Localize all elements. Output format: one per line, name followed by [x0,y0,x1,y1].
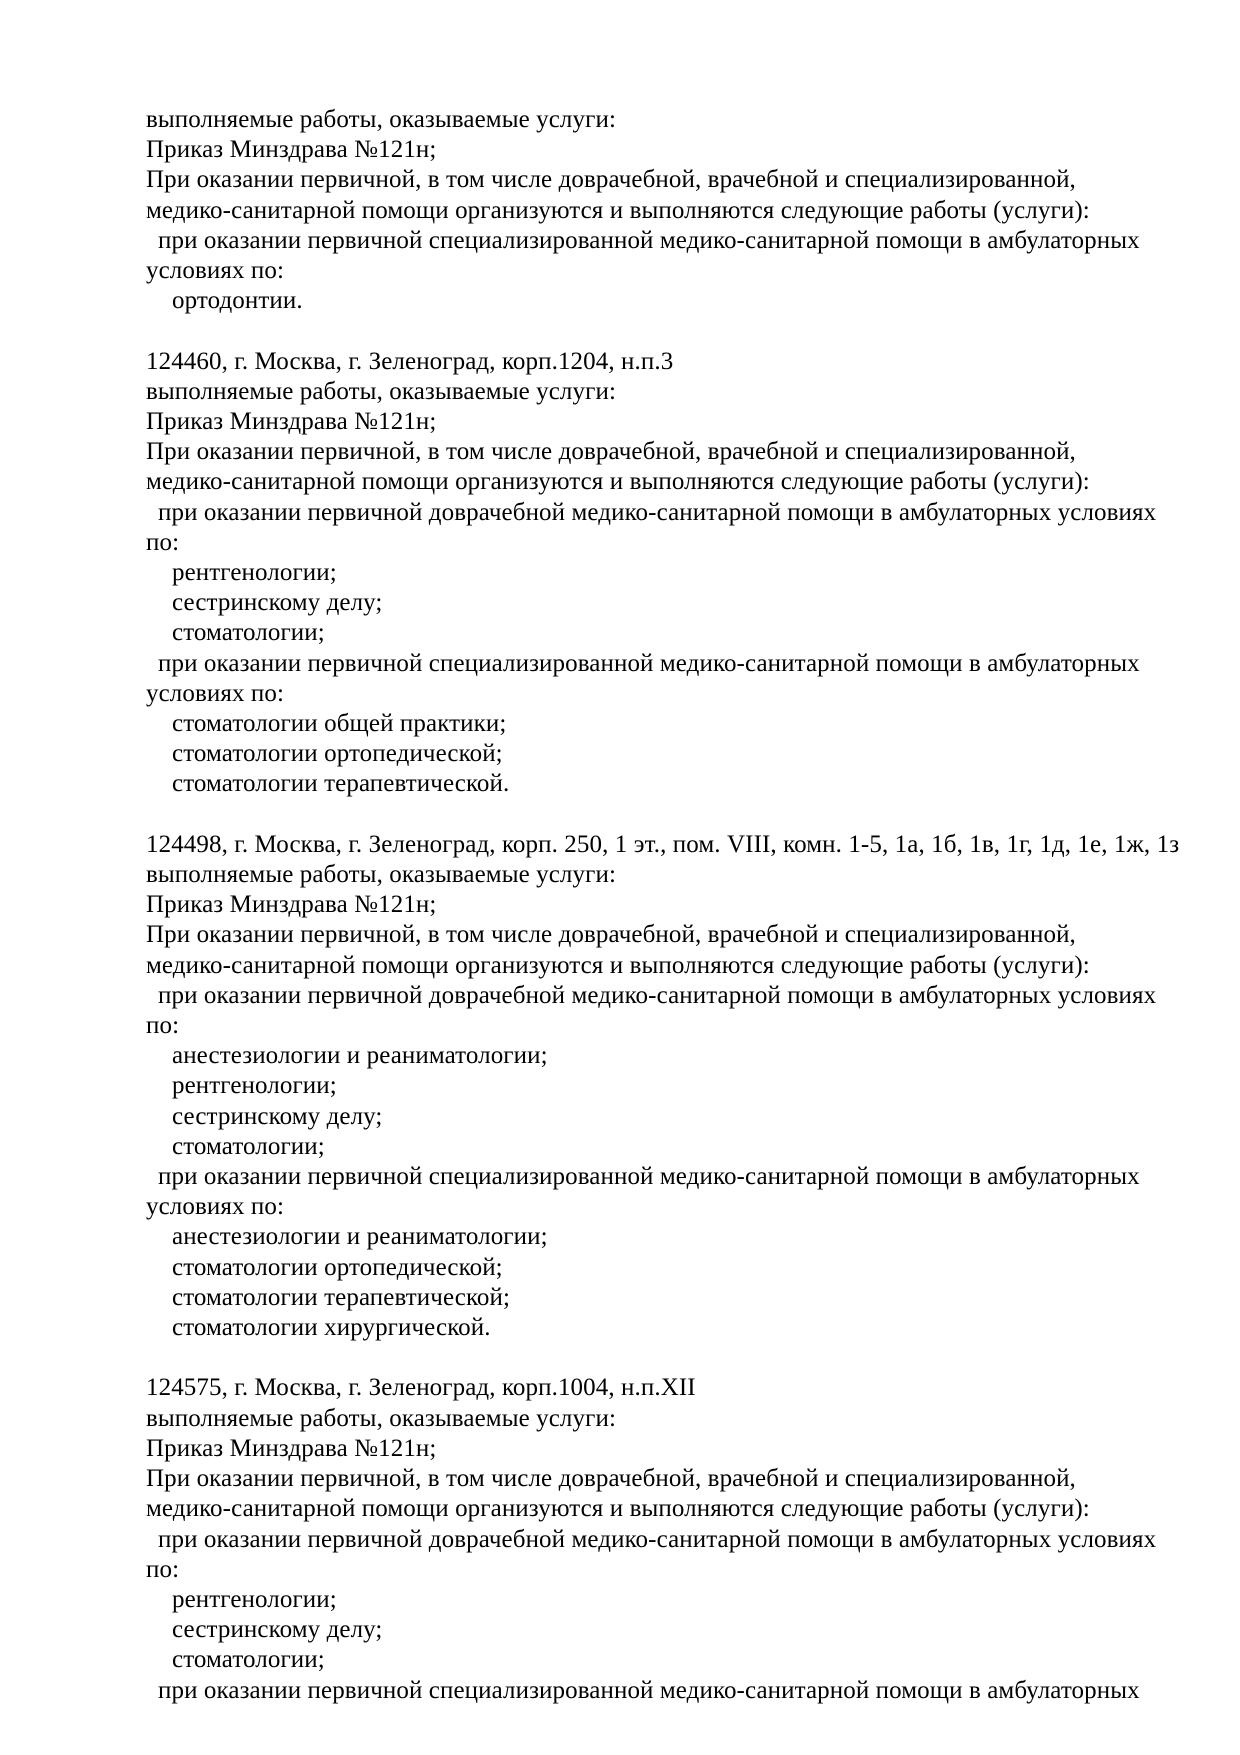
doc-line: ортодонтии. [172,287,303,315]
doc-line: При оказании первичной, в том числе доврачебной, врачебной и специализированной, [146,921,1076,949]
doc-line: 124460, г. Москва, г. Зеленоград, корп.1204, н.п.3 [146,347,674,375]
doc-line: Приказ Минздрава №121н; [146,408,437,436]
license-entry-continuation [146,105,1200,316]
doc-line: при оказании первичной доврачебной медико-санитарной помощи в амбулаторных условиях [158,981,1157,1009]
doc-line: стоматологии; [172,619,325,647]
doc-line: При оказании первичной, в том числе доврачебной, врачебной и специализированной, [146,1465,1076,1493]
doc-line: медико-санитарной помощи организуются и выполняются следующие работы (услуги): [146,1495,1090,1523]
doc-line: анестезиологии и реаниматологии; [172,1223,548,1251]
doc-line: стоматологии ортопедической; [172,1253,503,1281]
doc-line: сестринскому делу; [172,1616,383,1644]
doc-line: стоматологии хирургической. [172,1314,491,1342]
doc-line: При оказании первичной, в том числе доврачебной, врачебной и специализированной, [146,166,1076,194]
doc-line: выполняемые работы, оказываемые услуги: [146,861,616,889]
doc-line: при оказании первичной доврачебной медико-санитарной помощи в амбулаторных условиях [158,1525,1157,1553]
doc-line: выполняемые работы, оказываемые услуги: [146,106,616,133]
license-entry-124460 [146,347,1200,800]
doc-line: При оказании первичной, в том числе доврачебной, врачебной и специализированной, [146,438,1076,466]
doc-line: стоматологии; [172,1132,325,1160]
license-entry-124575 [146,1373,1200,1705]
doc-line: рентгенологии; [172,1585,337,1613]
doc-line: условиях по: [146,679,285,707]
doc-line: стоматологии терапевтической. [172,770,510,798]
doc-line: выполняемые работы, оказываемые услуги: [146,377,616,405]
doc-line: медико-санитарной помощи организуются и выполняются следующие работы (услуги): [146,951,1090,979]
doc-line: медико-санитарной помощи организуются и выполняются следующие работы (услуги): [146,196,1090,224]
doc-line: по: [146,1555,180,1583]
doc-line: сестринскому делу; [172,589,383,617]
doc-line: по: [146,528,180,556]
doc-line: медико-санитарной помощи организуются и выполняются следующие работы (услуги): [146,468,1090,496]
doc-line: условиях по: [146,1193,285,1221]
doc-line: при оказании первичной специализированной медико-санитарной помощи в амбулаторных [158,1676,1140,1704]
doc-line: 124575, г. Москва, г. Зеленоград, корп.1004, н.п.XII [146,1374,696,1402]
doc-line: при оказании первичной специализированной медико-санитарной помощи в амбулаторных [158,226,1140,254]
license-entry-124498 [146,830,1200,1343]
doc-line: стоматологии терапевтической; [172,1283,511,1311]
doc-line: рентгенологии; [172,559,337,587]
doc-line: выполняемые работы, оказываемые услуги: [146,1404,616,1432]
doc-line: Приказ Минздрава №121н; [146,1434,437,1462]
doc-line: стоматологии общей практики; [172,710,507,738]
doc-line: при оказании первичной специализированной медико-санитарной помощи в амбулаторных [158,649,1140,677]
doc-line: при оказании первичной доврачебной медико-санитарной помощи в амбулаторных условиях [158,498,1157,526]
doc-line: при оказании первичной специализированной медико-санитарной помощи в амбулаторных [158,1163,1140,1191]
doc-line: рентгенологии; [172,1072,337,1100]
doc-line: 124498, г. Москва, г. Зеленоград, корп. 250, 1 эт., пом. VIII, комн. 1-5, 1а, 1б, 1в, 1г, 1д, 1е, 1ж, 1з [146,830,1180,858]
doc-line: Приказ Минздрава №121н; [146,136,437,164]
doc-line: условиях по: [146,257,285,285]
doc-line: стоматологии ортопедической; [172,740,503,768]
doc-line: анестезиологии и реаниматологии; [172,1042,548,1070]
doc-line: стоматологии; [172,1646,325,1674]
doc-line: сестринскому делу; [172,1102,383,1130]
doc-line: Приказ Минздрава №121н; [146,891,437,919]
doc-line: по: [146,1012,180,1040]
